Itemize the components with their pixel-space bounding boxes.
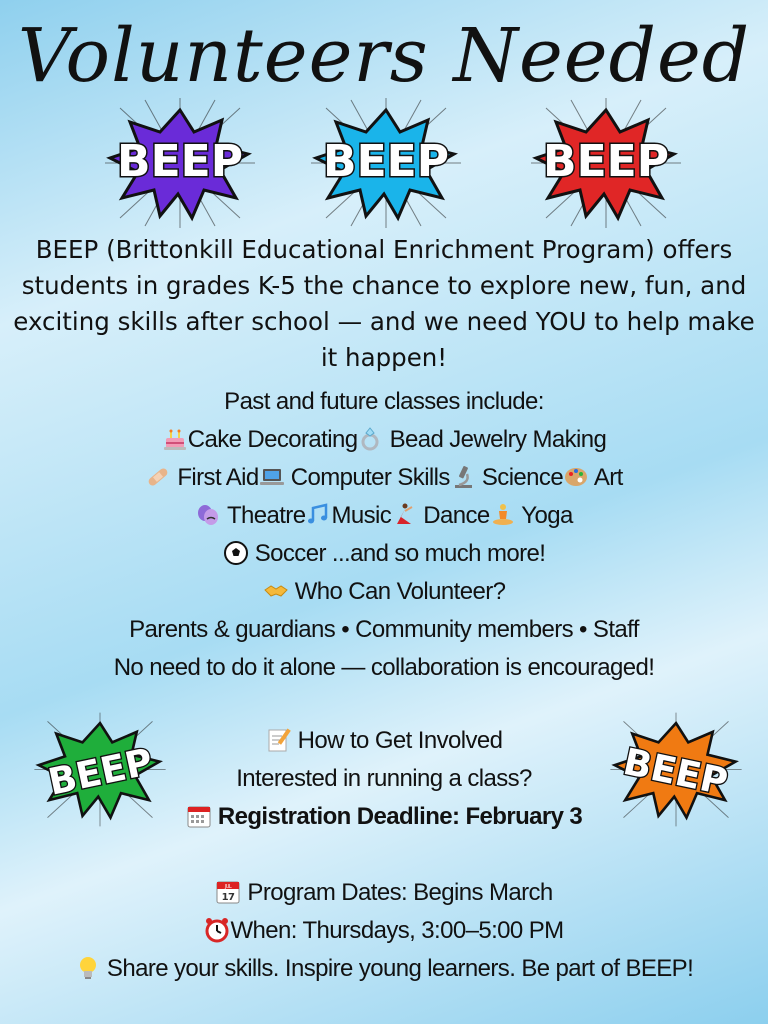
closing-line	[0, 950, 768, 988]
who-note: No need to do it alone — collaboration is encouraged!	[113, 654, 655, 681]
who-heading-line	[0, 573, 768, 611]
classes-row-4	[0, 535, 768, 573]
laptop-icon	[259, 464, 285, 490]
badge-text: BEEP	[543, 136, 669, 187]
class-music: Music	[331, 502, 392, 529]
ring-icon	[357, 426, 383, 452]
intro-paragraph: BEEP (Brittonkill Educational Enrichment Program) offers students in grades K-5 the chance to explore new, fun, and exciting skills after school — and we need YOU to help make it happen!	[13, 235, 755, 372]
class-dance: Dance	[423, 502, 490, 529]
dancer-icon	[391, 502, 417, 528]
soccer-ball-icon	[223, 540, 249, 566]
lightbulb-icon	[75, 955, 101, 981]
program-section	[0, 874, 768, 988]
registration-deadline: Registration Deadline: February 3	[217, 803, 583, 830]
class-science: Science	[481, 464, 564, 491]
program-when: When: Thursdays, 3:00–5:00 PM	[230, 917, 564, 944]
badge-text: BEEP	[117, 136, 243, 187]
involved-section	[0, 722, 768, 836]
program-dates-line	[0, 874, 768, 912]
class-soccer: Soccer ...and so much more!	[254, 540, 546, 567]
who-heading: Who Can Volunteer?	[294, 578, 506, 605]
class-first-aid: First Aid	[177, 464, 259, 491]
who-list: Parents & guardians • Community members • Staff	[129, 616, 639, 643]
calendar-icon	[186, 803, 212, 829]
palette-icon	[563, 464, 589, 490]
closing-message: Share your skills. Inspire young learners. Be part of BEEP!	[106, 955, 694, 982]
bandage-icon	[145, 464, 171, 490]
class-theatre: Theatre	[226, 502, 306, 529]
program-dates: Program Dates: Begins March	[247, 879, 553, 906]
class-art: Art	[593, 464, 623, 491]
class-computer-skills: Computer Skills	[290, 464, 450, 491]
class-cake-decorating: Cake Decorating	[187, 426, 358, 453]
handshake-icon	[263, 578, 289, 604]
deadline-line	[0, 798, 768, 836]
beep-badge-purple	[100, 98, 260, 228]
cake-icon	[162, 426, 188, 452]
beep-badge-blue	[306, 98, 466, 228]
classes-section	[0, 383, 768, 687]
badge-text: BEEP	[323, 136, 449, 187]
microscope-icon	[450, 464, 476, 490]
class-yoga: Yoga	[521, 502, 573, 529]
involved-heading-line	[0, 722, 768, 760]
music-notes-icon	[305, 502, 331, 528]
involved-heading: How to Get Involved	[297, 727, 503, 754]
classes-row-2	[0, 459, 768, 497]
svg-text:17: 17	[221, 892, 235, 903]
theatre-masks-icon	[195, 502, 221, 528]
alarm-clock-icon	[204, 917, 230, 943]
class-bead-jewelry: Bead Jewelry Making	[389, 426, 607, 453]
classes-row-1	[0, 421, 768, 459]
calendar-17-icon	[215, 879, 241, 905]
yoga-icon	[490, 502, 516, 528]
badge-text: BEEP	[619, 739, 732, 804]
involved-question: Interested in running a class?	[236, 765, 532, 792]
badge-text: BEEP	[44, 739, 157, 804]
beep-badge-red	[526, 98, 686, 228]
svg-text:JUL: JUL	[225, 884, 232, 890]
memo-icon	[266, 727, 292, 753]
flyer-title: Volunteers Needed	[17, 13, 751, 99]
classes-row-3	[0, 497, 768, 535]
program-when-line	[0, 912, 768, 950]
classes-heading: Past and future classes include:	[224, 388, 544, 415]
